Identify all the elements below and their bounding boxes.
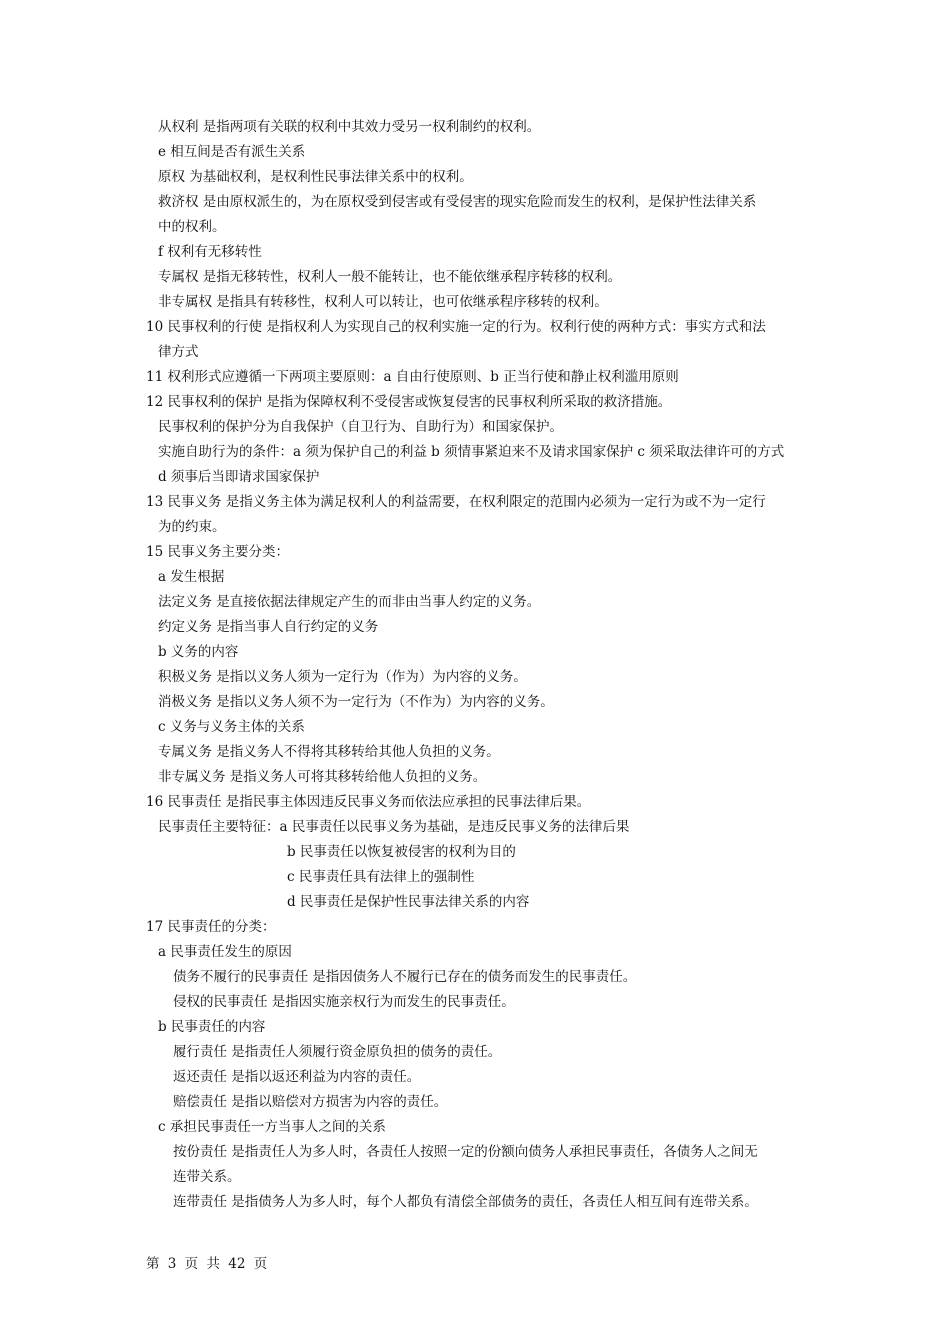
page-footer: 第 3 页 共 42 页 [146, 1256, 268, 1272]
text-line: 民事权利的保护分为自我保护（自卫行为、自助行为）和国家保护。 [158, 419, 563, 435]
text-line: 15 民事义务主要分类： [146, 544, 289, 560]
text-line: c 民事责任具有法律上的强制性 [287, 869, 475, 885]
text-line: 赔偿责任 是指以赔偿对方损害为内容的责任。 [173, 1094, 448, 1110]
text-line: 12 民事权利的保护 是指为保障权利不受侵害或恢复侵害的民事权利所采取的救济措施。 [146, 394, 672, 410]
text-line: 非专属义务 是指义务人可将其移转给他人负担的义务。 [158, 769, 487, 785]
text-line: 侵权的民事责任 是指因实施亲权行为而发生的民事责任。 [173, 994, 515, 1010]
text-line: c 义务与义务主体的关系 [158, 719, 305, 735]
text-line: 10 民事权利的行使 是指权利人为实现自己的权利实施一定的行为。权利行使的两种方式：事实方式和法 [146, 319, 766, 335]
text-line: f 权利有无移转性 [158, 244, 262, 260]
text-line: 非专属权 是指具有转移性，权利人可以转让，也可依继承程序移转的权利。 [158, 294, 608, 310]
text-line: 法定义务 是直接依据法律规定产生的而非由当事人约定的义务。 [158, 594, 541, 610]
text-line: 13 民事义务 是指义务主体为满足权利人的利益需要，在权利限定的范围内必须为一定行为或不为一定行 [146, 494, 766, 510]
text-line: d 民事责任是保护性民事法律关系的内容 [287, 894, 530, 910]
text-line: 债务不履行的民事责任 是指因债务人不履行已存在的债务而发生的民事责任。 [173, 969, 637, 985]
text-line: 从权利 是指两项有关联的权利中其效力受另一权利制约的权利。 [158, 119, 541, 135]
text-line: 为的约束。 [158, 519, 226, 535]
text-line: 积极义务 是指以义务人须为一定行为（作为）为内容的义务。 [158, 669, 527, 685]
text-line: b 民事责任的内容 [158, 1019, 266, 1035]
text-line: 连带责任 是指债务人为多人时，每个人都负有清偿全部债务的责任，各责任人相互间有连带关系。 [173, 1194, 758, 1210]
text-line: 返还责任 是指以返还利益为内容的责任。 [173, 1069, 421, 1085]
text-line: 约定义务 是指当事人自行约定的义务 [158, 619, 379, 635]
text-line: d 须事后当即请求国家保护 [158, 469, 320, 485]
text-line: 11 权利形式应遵循一下两项主要原则：a 自由行使原则、b 正当行使和静止权利滥用原则 [146, 369, 679, 385]
text-line: 17 民事责任的分类： [146, 919, 276, 935]
text-line: a 民事责任发生的原因 [158, 944, 292, 960]
text-line: b 民事责任以恢复被侵害的权利为目的 [287, 844, 516, 860]
text-line: 救济权 是由原权派生的，为在原权受到侵害或有受侵害的现实危险而发生的权利，是保护性法律关系 [158, 194, 757, 210]
text-line: a 发生根据 [158, 569, 225, 585]
text-line: b 义务的内容 [158, 644, 239, 660]
text-line: 按份责任 是指责任人为多人时，各责任人按照一定的份额向债务人承担民事责任，各债务人之间无 [173, 1144, 758, 1160]
text-line: 民事责任主要特征：a 民事责任以民事义务为基础，是违反民事义务的法律后果 [158, 819, 630, 835]
text-line: 连带关系。 [173, 1169, 241, 1185]
text-line: 消极义务 是指以义务人须不为一定行为（不作为）为内容的义务。 [158, 694, 554, 710]
text-line: 律方式 [158, 344, 199, 360]
text-line: 履行责任 是指责任人须履行资金原负担的债务的责任。 [173, 1044, 502, 1060]
text-line: 16 民事责任 是指民事主体因违反民事义务而依法应承担的民事法律后果。 [146, 794, 591, 810]
text-line: 专属义务 是指义务人不得将其移转给其他人负担的义务。 [158, 744, 500, 760]
text-line: e 相互间是否有派生关系 [158, 144, 306, 160]
text-line: 中的权利。 [158, 219, 226, 235]
text-line: 实施自助行为的条件：a 须为保护自己的利益 b 须情事紧迫来不及请求国家保护 c 须采取法律许可的方式 [158, 444, 785, 460]
text-line: 原权 为基础权利，是权利性民事法律关系中的权利。 [158, 169, 473, 185]
text-line: c 承担民事责任一方当事人之间的关系 [158, 1119, 386, 1135]
text-line: 专属权 是指无移转性，权利人一般不能转让，也不能依继承程序转移的权利。 [158, 269, 622, 285]
